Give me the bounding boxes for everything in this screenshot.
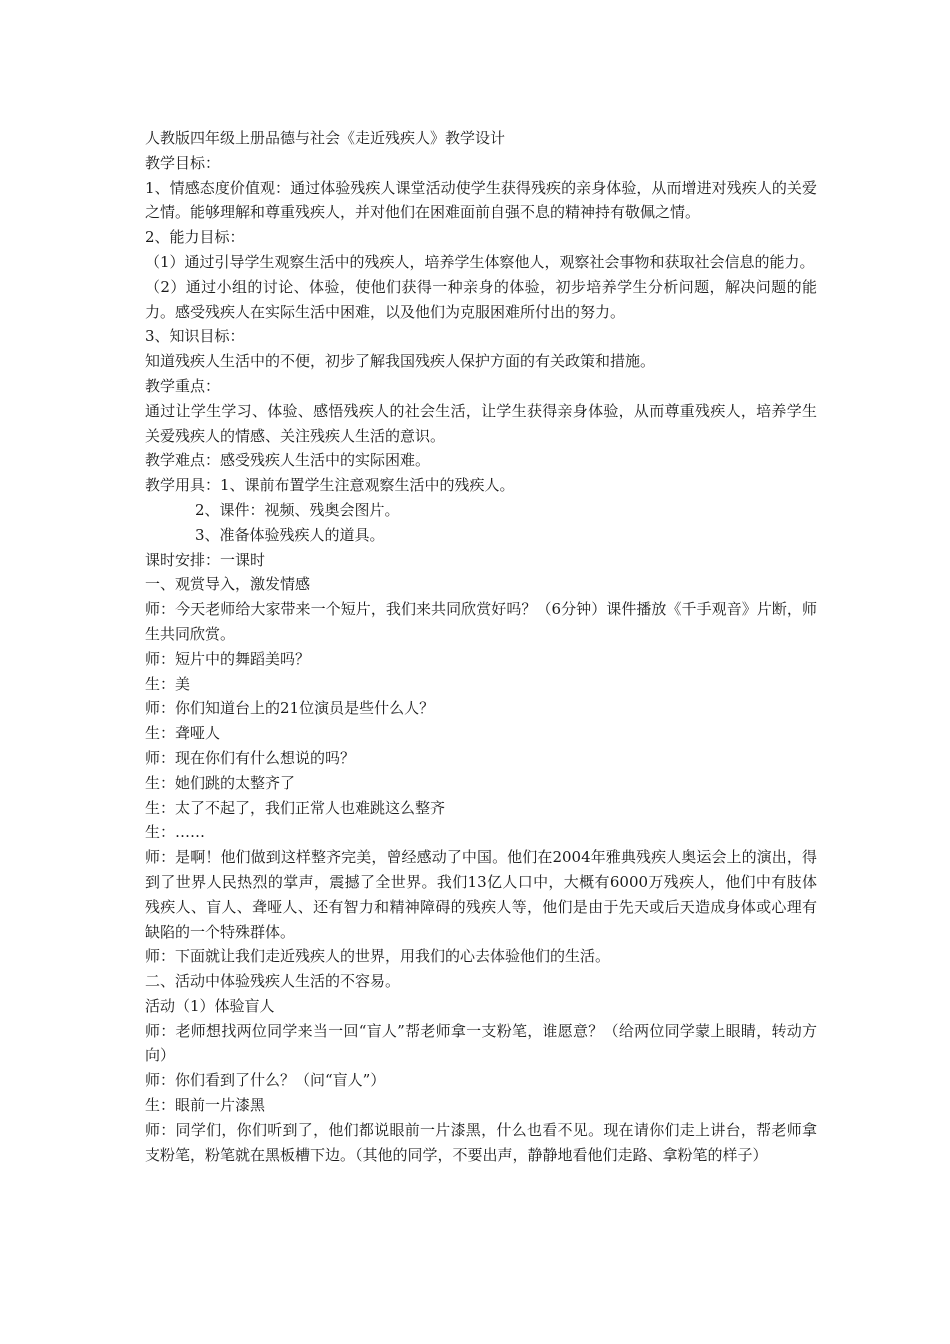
dialogue-line: 师：你们知道台上的21位演员是些什么人？ [145,699,435,718]
heading-ability: 2、能力目标： [145,228,245,247]
document-title: 人教版四年级上册品德与社会《走近残疾人》教学设计 [145,129,506,147]
dialogue-line: 生：聋哑人 [145,724,221,743]
dialogue-line: 师：下面就让我们走近残疾人的世界，用我们的心去体验他们的生活。 [145,947,611,966]
dialogue-line: 师：短片中的舞蹈美吗？ [145,649,311,668]
schedule-text: 课时安排：一课时 [145,550,266,569]
activity-1-heading: 活动（1）体验盲人 [145,996,275,1015]
section-1-heading: 一、观赏导入，激发情感 [145,575,311,594]
ability-item-2: （2）通过小组的讨论、体验，使他们获得一种亲身的体验，初步培养学生分析问题，解决问题的能力。感受残疾人在实际生活中困难，以及他们为克服困难所付出的努力。 [145,277,817,321]
objective-emotion: 1、情感态度价值观：通过体验残疾人课堂活动使学生获得残疾的亲身体验，从而增进对残疾人的关爱之情。能够理解和尊重残疾人，并对他们在困难面前自强不息的精神持有敬佩之情。 [145,178,817,222]
dialogue-line: 生：太了不起了，我们正常人也难跳这么整齐 [145,798,446,817]
knowledge-text: 知道残疾人生活中的不便，初步了解我国残疾人保护方面的有关政策和措施。 [145,352,656,371]
dialogue-line: 师：现在你们有什么想说的吗？ [145,748,356,767]
key-points-text: 通过让学生学习、体验、感悟残疾人的社会生活，让学生获得亲身体验，从而尊重残疾人，培养学生关爱残疾人的情感、关注残疾人生活的意识。 [145,401,817,445]
section-2-heading: 二、活动中体验残疾人生活的不容易。 [145,972,401,991]
heading-key-points: 教学重点： [145,376,221,395]
dialogue-line: 生：她们跳的太整齐了 [145,773,296,792]
dialogue-line: 师：今天老师给大家带来一个短片，我们来共同欣赏好吗？（6分钟）课件播放《千手观音》片断，师生共同欣赏。 [145,600,817,643]
dialogue-line: 师：同学们，你们听到了，他们都说眼前一片漆黑，什么也看不见。现在请你们走上讲台，帮老师拿支粉笔，粉笔就在黑板槽下边。（其他的同学，不要出声，静静地看他们走路、拿粉笔的样子） [145,1120,817,1164]
dialogue-line: 生：眼前一片漆黑 [145,1096,266,1115]
ability-item-1: （1）通过引导学生观察生活中的残疾人，培养学生体察他人，观察社会事物和获取社会信息的能力。 [145,252,815,271]
dialogue-line: 生：美 [145,674,191,693]
dialogue-line: 师：你们看到了什么？（问“盲人”） [145,1071,386,1090]
difficulty-text: 教学难点：感受残疾人生活中的实际困难。 [145,451,431,470]
heading-knowledge: 3、知识目标： [145,327,245,346]
dialogue-line: 师：老师想找两位同学来当一回“盲人”帮老师拿一支粉笔，谁愿意？（给两位同学蒙上眼睛，转动方向） [145,1021,817,1065]
document-page [145,126,817,1167]
materials-item-1: 教学用具：1、课前布置学生注意观察生活中的残疾人。 [145,476,515,495]
dialogue-line: 生：…… [145,823,206,842]
materials-item-3: 3、准备体验残疾人的道具。 [195,525,385,544]
heading-objectives: 教学目标： [145,153,221,172]
dialogue-line: 师：是啊！他们做到这样整齐完美，曾经感动了中国。他们在2004年雅典残疾人奥运会上的演出，得到了世界人民热烈的掌声，震撼了全世界。我们13亿人口中，大概有6000万残疾人，他们中有肢体残疾人、盲人、聋哑人、还有智力和精神障碍的残疾人等，他们是由于先天或后天造成身体或心理有缺陷的一个特殊群体。 [145,848,817,941]
materials-item-2: 2、课件：视频、残奥会图片。 [195,500,400,519]
